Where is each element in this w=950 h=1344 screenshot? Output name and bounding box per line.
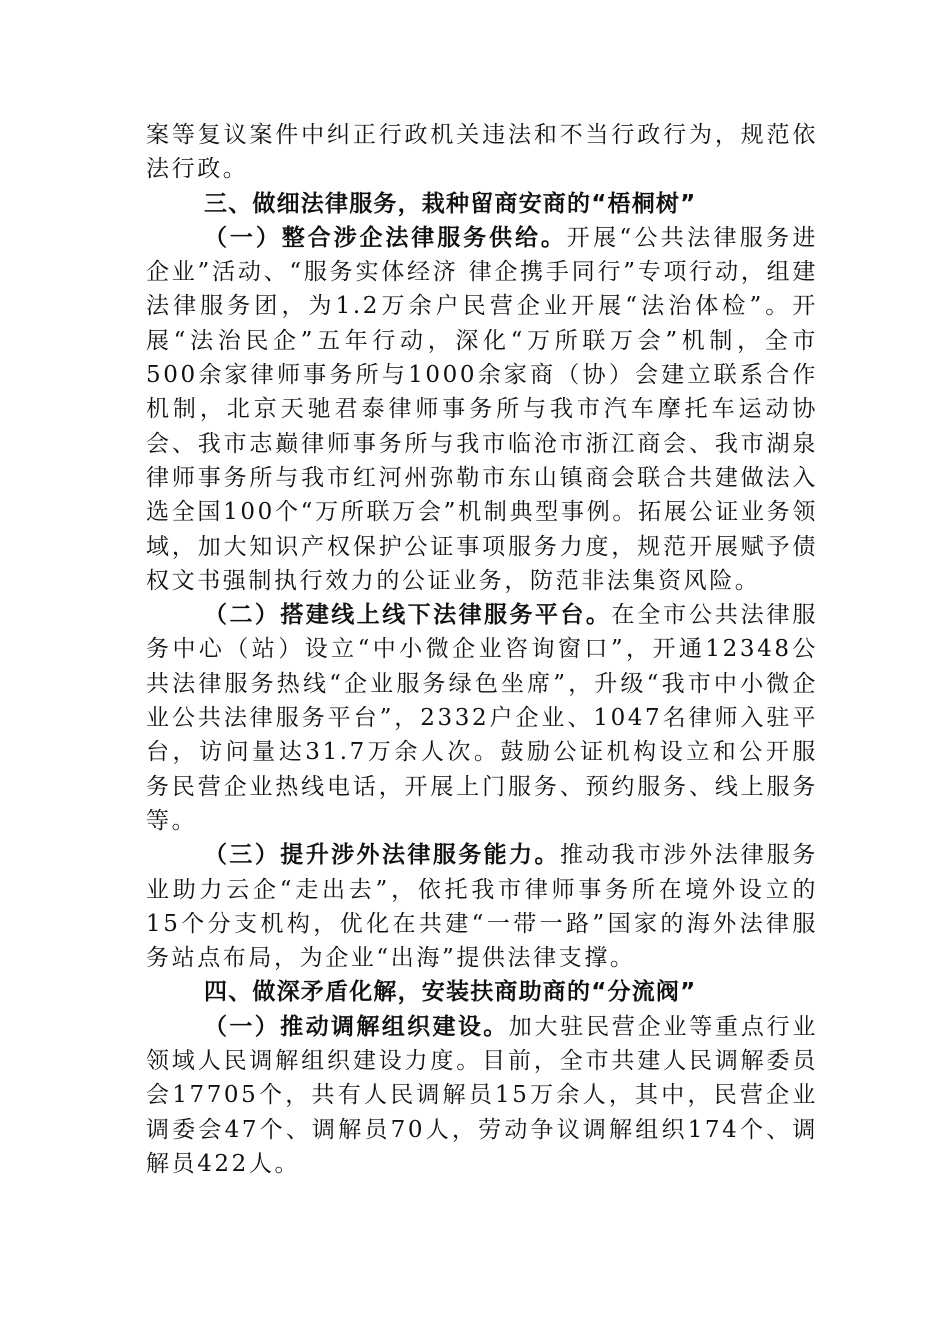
paragraph-section4-item1 <box>146 1010 818 1181</box>
paragraph-section3-item2 <box>146 598 818 838</box>
paragraph-continuation: 案等复议案件中纠正行政机关违法和不当行政行为，规范依法行政。 <box>146 122 818 183</box>
item-lead: （一）推动调解组织建设。 <box>204 1013 509 1040</box>
paragraph-section3-item1 <box>146 221 818 598</box>
section-heading-3: 三、做细法律服务，栽种留商安商的“梧桐树” <box>204 190 697 217</box>
item-lead: （二）搭建线上线下法律服务平台。 <box>204 602 612 629</box>
item-body: 加大驻民营企业等重点行业领域人民调解组织建设力度。目前，全市共建人民调解委员会17705个，共有人民调解员15万余人，其中，民营企业调委会47个、调解员70人，劳动争议调解组织174个、调解员422人。 <box>146 1013 819 1177</box>
item-lead: （一）整合涉企法律服务供给。 <box>204 224 567 251</box>
item-lead: （三）提升涉外法律服务能力。 <box>204 842 560 869</box>
paragraph-section3-item3 <box>146 838 818 975</box>
item-body: 推动我市涉外法律服务业助力云企“走出去”，依托我市律师事务所在境外设立的15个分支机构，优化在共建“一带一路”国家的海外法律服务站点布局，为企业“出海”提供法律支撑。 <box>146 842 818 972</box>
item-body: 在全市公共法律服务中心（站）设立“中小微企业咨询窗口”，开通12348公共法律服务热线“企业服务绿色坐席”，升级“我市中小微企业公共法律服务平台”，2332户企业、1047名律师入驻平台，访问量达31.7万余人次。鼓励公证机构设立和公开服务民营企业热线电话，开展上门服务、预约服务、线上服务等。 <box>146 602 818 834</box>
item-body: 开展“公共法律服务进企业”活动、“服务实体经济 律企携手同行”专项行动，组建法律服务团，为1.2万余户民营企业开展“法治体检”。开展“法治民企”五年行动，深化“万所联万会”机制，全市500余家律师事务所与1000余家商（协）会建立联系合作机制，北京天驰君泰律师事务所与我市汽车摩托车运动协会、我市志巅律师事务所与我市临沧市浙江商会、我市湖泉律师事务所与我市红河州弥勒市东山镇商会联合共建做法入选全国100个“万所联万会”机制典型事例。拓展公证业务领域，加大知识产权保护公证事项服务力度，规范开展赋予债权文书强制执行效力的公证业务，防范非法集资风险。 <box>146 224 818 594</box>
document-body <box>146 118 818 1181</box>
section-heading-4: 四、做深矛盾化解，安装扶商助商的“分流阀” <box>204 979 697 1006</box>
